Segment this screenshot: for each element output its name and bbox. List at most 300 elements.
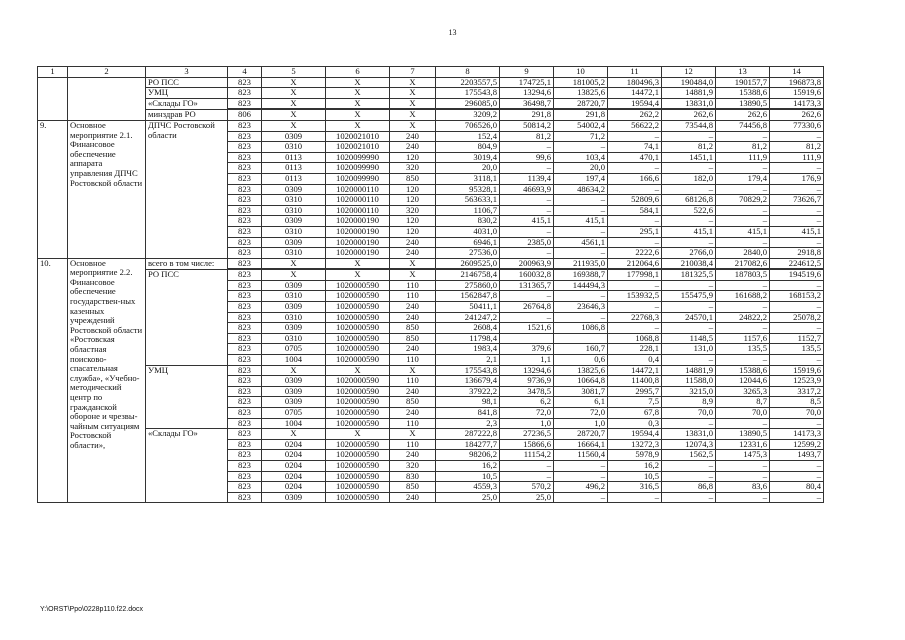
data-cell: Х <box>262 98 326 109</box>
data-cell: 26764,8 <box>500 302 554 313</box>
data-cell: 155475,9 <box>662 291 716 302</box>
data-cell: 1020099990 <box>326 173 390 184</box>
column-header: 11 <box>608 67 662 78</box>
data-cell: 823 <box>228 184 262 195</box>
data-cell: 83,6 <box>716 482 770 493</box>
data-cell: 0310 <box>262 205 326 216</box>
data-cell: – <box>554 460 608 471</box>
data-cell: 120 <box>390 226 436 237</box>
data-cell: – <box>608 184 662 195</box>
data-cell: 8,5 <box>770 397 824 408</box>
data-cell: 12599,2 <box>770 439 824 450</box>
data-cell: 153932,5 <box>608 291 662 302</box>
data-cell: 316,5 <box>608 482 662 493</box>
data-cell: 4031,0 <box>436 226 500 237</box>
data-cell: 3019,4 <box>436 152 500 163</box>
data-cell: 210038,4 <box>662 258 716 269</box>
data-cell: 240 <box>390 131 436 142</box>
measure-name-cell: Основное мероприятие 2.1. Финансовое обеспечение аппарата управления ДПЧС Ростовской области <box>68 120 146 258</box>
data-cell: 2995,7 <box>608 386 662 397</box>
data-cell: 850 <box>390 323 436 334</box>
data-cell: 496,2 <box>554 482 608 493</box>
table-row <box>38 120 824 131</box>
data-cell: 77330,6 <box>770 120 824 131</box>
data-cell: 2203557,5 <box>436 77 500 88</box>
data-cell: 240 <box>390 450 436 461</box>
table-row <box>38 98 824 109</box>
data-cell: 1020000590 <box>326 450 390 461</box>
data-cell: 28720,7 <box>554 429 608 440</box>
data-cell: 120 <box>390 216 436 227</box>
budget-table <box>37 66 824 503</box>
data-cell: 1020000590 <box>326 323 390 334</box>
data-cell: 3118,1 <box>436 173 500 184</box>
data-cell: 240 <box>390 237 436 248</box>
data-cell: 291,8 <box>500 110 554 121</box>
data-cell: 184277,7 <box>436 439 500 450</box>
data-cell: 37922,2 <box>436 386 500 397</box>
data-cell: 1521,6 <box>500 323 554 334</box>
data-cell: 2608,4 <box>436 323 500 334</box>
data-cell: 1004 <box>262 418 326 429</box>
data-cell: 56622,2 <box>608 120 662 131</box>
data-cell: – <box>662 355 716 366</box>
data-cell: – <box>716 163 770 174</box>
data-cell: Х <box>390 98 436 109</box>
data-cell: 1068,8 <box>608 333 662 344</box>
data-cell: 823 <box>228 163 262 174</box>
data-cell: 0310 <box>262 195 326 206</box>
data-cell: 0309 <box>262 280 326 291</box>
data-cell: – <box>500 163 554 174</box>
data-cell: – <box>716 216 770 227</box>
data-cell: – <box>716 184 770 195</box>
data-cell <box>554 333 608 344</box>
data-cell: 180496,3 <box>608 77 662 88</box>
data-cell: 11798,4 <box>436 333 500 344</box>
data-cell: 174725,1 <box>500 77 554 88</box>
data-cell: – <box>770 216 824 227</box>
data-cell: – <box>554 291 608 302</box>
table-row <box>38 258 824 269</box>
data-cell: 0310 <box>262 333 326 344</box>
data-cell: 135,5 <box>770 344 824 355</box>
data-cell: 73626,7 <box>770 195 824 206</box>
data-cell: 12523,9 <box>770 376 824 387</box>
data-cell: 12074,3 <box>662 439 716 450</box>
data-cell: 0309 <box>262 131 326 142</box>
executor-cell: «Склады ГО» <box>146 429 228 503</box>
data-cell: 2918,8 <box>770 248 824 259</box>
data-cell: – <box>662 460 716 471</box>
data-cell: Х <box>326 98 390 109</box>
file-path-footer: Y:\ORST\Ppo\0228p110.f22.docx <box>40 606 143 613</box>
data-cell: 16,2 <box>608 460 662 471</box>
data-cell: 1020000590 <box>326 482 390 493</box>
data-cell: 110 <box>390 418 436 429</box>
data-cell: 1020000590 <box>326 376 390 387</box>
data-cell: 120 <box>390 152 436 163</box>
data-cell: 1,0 <box>554 418 608 429</box>
data-cell: 1562,5 <box>662 450 716 461</box>
column-header: 1 <box>38 67 68 78</box>
data-cell: 850 <box>390 333 436 344</box>
data-cell: – <box>770 471 824 482</box>
data-cell: – <box>716 205 770 216</box>
row-number-cell: 9. <box>38 120 68 258</box>
data-cell: 13825,6 <box>554 88 608 99</box>
measure-name-cell: Основное мероприятие 2.2. Финансовое обеспечение государствен-ных казенных учреждений Ростовской области «Ростовская областная поисково-спасательная служба», «Учебно-методический центр по гражданской обороне и чрезвы-чайным ситуациям Ростовской области», <box>68 258 146 503</box>
data-cell: 135,5 <box>716 344 770 355</box>
data-cell: 13831,0 <box>662 429 716 440</box>
data-cell: 1983,4 <box>436 344 500 355</box>
executor-cell: минздрав РО <box>146 110 228 121</box>
executor-cell: ДПЧС Ростовской области <box>146 120 228 258</box>
data-cell: – <box>500 205 554 216</box>
data-cell: 4559,3 <box>436 482 500 493</box>
column-header: 12 <box>662 67 716 78</box>
data-cell: 2222,6 <box>608 248 662 259</box>
data-cell: 4561,1 <box>554 237 608 248</box>
data-cell: 296085,0 <box>436 98 500 109</box>
data-cell: 0310 <box>262 248 326 259</box>
data-cell: 48634,2 <box>554 184 608 195</box>
data-cell: – <box>608 323 662 334</box>
data-cell: 14173,3 <box>770 98 824 109</box>
data-cell: 1020000590 <box>326 460 390 471</box>
data-cell: 13272,3 <box>608 439 662 450</box>
data-cell: – <box>662 131 716 142</box>
data-cell: – <box>716 280 770 291</box>
column-header: 14 <box>770 67 824 78</box>
page-number: 13 <box>448 28 457 37</box>
data-cell: 86,8 <box>662 482 716 493</box>
data-cell: 13294,6 <box>500 88 554 99</box>
executor-cell: «Склады ГО» <box>146 98 228 110</box>
data-cell: 22768,3 <box>608 312 662 323</box>
data-cell: 0309 <box>262 397 326 408</box>
data-cell: 16,2 <box>436 460 500 471</box>
data-cell: – <box>662 163 716 174</box>
data-cell: 415,1 <box>716 226 770 237</box>
data-cell: 25,0 <box>500 492 554 503</box>
data-cell: 823 <box>228 195 262 206</box>
data-cell: 470,1 <box>608 152 662 163</box>
data-cell: 13294,6 <box>500 365 554 376</box>
data-cell: 2766,0 <box>662 248 716 259</box>
executor-cell: УМЦ <box>146 88 228 99</box>
data-cell: 70,0 <box>716 408 770 419</box>
data-cell: 1020000590 <box>326 439 390 450</box>
data-cell: – <box>554 471 608 482</box>
data-cell: 160,7 <box>554 344 608 355</box>
data-cell: – <box>662 216 716 227</box>
data-cell: – <box>770 280 824 291</box>
data-cell: 240 <box>390 312 436 323</box>
data-cell: 12044,6 <box>716 376 770 387</box>
data-cell: 823 <box>228 88 262 99</box>
data-cell: Х <box>262 88 326 99</box>
data-cell: 1562847,8 <box>436 291 500 302</box>
data-cell: Х <box>262 365 326 376</box>
data-cell: 291,8 <box>554 110 608 121</box>
data-cell: 0310 <box>262 312 326 323</box>
data-cell: 415,1 <box>500 216 554 227</box>
data-cell: 74456,8 <box>716 120 770 131</box>
data-cell: 1020000590 <box>326 418 390 429</box>
data-cell: 806 <box>228 110 262 121</box>
data-cell: – <box>662 418 716 429</box>
data-cell: 275860,0 <box>436 280 500 291</box>
data-cell: 95328,1 <box>436 184 500 195</box>
column-header: 8 <box>436 67 500 78</box>
data-cell: 200963,9 <box>500 258 554 269</box>
data-cell: 1,1 <box>500 355 554 366</box>
data-cell: Х <box>390 77 436 88</box>
data-cell: 240 <box>390 408 436 419</box>
data-cell: – <box>716 131 770 142</box>
data-cell: – <box>770 302 824 313</box>
data-cell: 54002,4 <box>554 120 608 131</box>
data-cell: 0309 <box>262 376 326 387</box>
data-cell: 81,2 <box>716 142 770 153</box>
data-cell: 0309 <box>262 184 326 195</box>
data-cell: 14881,9 <box>662 88 716 99</box>
data-cell: – <box>662 302 716 313</box>
executor-cell: РО ПСС <box>146 77 228 88</box>
column-header: 9 <box>500 67 554 78</box>
data-cell: 1139,4 <box>500 173 554 184</box>
data-cell: 1020000590 <box>326 471 390 482</box>
data-cell: 823 <box>228 270 262 281</box>
data-cell: – <box>662 280 716 291</box>
data-cell: 823 <box>228 439 262 450</box>
data-cell: 187803,5 <box>716 270 770 281</box>
data-cell: 20,0 <box>436 163 500 174</box>
data-cell: – <box>554 248 608 259</box>
column-header: 5 <box>262 67 326 78</box>
column-header: 2 <box>68 67 146 78</box>
data-cell: 823 <box>228 216 262 227</box>
data-cell: 1020000590 <box>326 291 390 302</box>
data-cell: – <box>716 492 770 503</box>
data-cell: 1020000110 <box>326 195 390 206</box>
data-cell: 1020000190 <box>326 216 390 227</box>
data-cell: 110 <box>390 439 436 450</box>
data-cell: 24822,2 <box>716 312 770 323</box>
data-cell: 166,6 <box>608 173 662 184</box>
data-cell: – <box>554 492 608 503</box>
data-cell: 168153,2 <box>770 291 824 302</box>
data-cell: – <box>770 237 824 248</box>
data-cell: 287222,8 <box>436 429 500 440</box>
data-cell: 850 <box>390 173 436 184</box>
data-cell: 320 <box>390 205 436 216</box>
data-cell: 98206,2 <box>436 450 500 461</box>
data-cell: Х <box>390 270 436 281</box>
data-cell: Х <box>326 270 390 281</box>
data-cell: 13890,5 <box>716 429 770 440</box>
data-cell: 1020000590 <box>326 397 390 408</box>
column-header: 4 <box>228 67 262 78</box>
data-cell: – <box>770 131 824 142</box>
data-cell: Х <box>326 258 390 269</box>
data-cell: – <box>554 312 608 323</box>
data-cell: 823 <box>228 397 262 408</box>
data-cell: 1020000590 <box>326 408 390 419</box>
data-cell: 570,2 <box>500 482 554 493</box>
data-cell: 823 <box>228 98 262 109</box>
data-cell: 823 <box>228 77 262 88</box>
data-cell: 27236,5 <box>500 429 554 440</box>
data-cell: – <box>608 163 662 174</box>
data-cell: – <box>608 216 662 227</box>
data-cell: 3209,2 <box>436 110 500 121</box>
data-cell: 194519,6 <box>770 270 824 281</box>
data-cell: 28720,7 <box>554 98 608 109</box>
data-cell: 3478,5 <box>500 386 554 397</box>
data-cell: Х <box>262 77 326 88</box>
data-cell: 1020021010 <box>326 131 390 142</box>
data-cell: 131365,7 <box>500 280 554 291</box>
table-row <box>38 429 824 440</box>
header-row <box>38 67 824 78</box>
data-cell: 262,6 <box>716 110 770 121</box>
column-header: 13 <box>716 67 770 78</box>
data-cell: 823 <box>228 226 262 237</box>
data-cell: 10664,8 <box>554 376 608 387</box>
data-cell: 1020000590 <box>326 344 390 355</box>
data-cell: 804,9 <box>436 142 500 153</box>
data-cell: – <box>662 492 716 503</box>
data-cell: – <box>770 184 824 195</box>
data-cell: 74,1 <box>608 142 662 153</box>
data-cell: – <box>770 163 824 174</box>
data-cell: 8,9 <box>662 397 716 408</box>
data-cell: 136679,4 <box>436 376 500 387</box>
data-cell: 7,5 <box>608 397 662 408</box>
data-cell: 152,4 <box>436 131 500 142</box>
executor-cell: всего в том числе: <box>146 258 228 270</box>
data-cell: 6,1 <box>554 397 608 408</box>
data-cell: 823 <box>228 386 262 397</box>
data-cell: 241247,2 <box>436 312 500 323</box>
data-cell: 823 <box>228 258 262 269</box>
data-cell: – <box>554 205 608 216</box>
data-cell: 415,1 <box>662 226 716 237</box>
data-cell: 3081,7 <box>554 386 608 397</box>
data-cell: – <box>716 237 770 248</box>
data-cell: 175543,8 <box>436 365 500 376</box>
data-cell: 0204 <box>262 460 326 471</box>
data-cell: – <box>716 355 770 366</box>
data-cell: 823 <box>228 280 262 291</box>
data-cell: 1020000590 <box>326 333 390 344</box>
data-cell: – <box>770 418 824 429</box>
data-cell: Х <box>390 429 436 440</box>
data-cell: 81,2 <box>662 142 716 153</box>
data-cell: – <box>662 184 716 195</box>
data-cell: 823 <box>228 142 262 153</box>
data-cell: 262,6 <box>770 110 824 121</box>
data-cell: 120 <box>390 184 436 195</box>
data-cell: 2609525,0 <box>436 258 500 269</box>
data-cell: 0705 <box>262 344 326 355</box>
data-cell: 823 <box>228 429 262 440</box>
data-cell: 161688,2 <box>716 291 770 302</box>
table-row <box>38 77 824 88</box>
data-cell: 0309 <box>262 302 326 313</box>
data-cell: – <box>608 302 662 313</box>
data-cell: 25078,2 <box>770 312 824 323</box>
data-cell: Х <box>326 77 390 88</box>
data-cell: 73544,8 <box>662 120 716 131</box>
data-cell: 1020000590 <box>326 355 390 366</box>
data-cell: – <box>608 492 662 503</box>
data-cell: 563633,1 <box>436 195 500 206</box>
data-cell: 1020000190 <box>326 237 390 248</box>
data-cell: 823 <box>228 418 262 429</box>
data-cell: Х <box>326 120 390 131</box>
data-cell: 224612,5 <box>770 258 824 269</box>
data-cell: 1020000590 <box>326 492 390 503</box>
data-cell: 70,0 <box>770 408 824 419</box>
data-cell: 36498,7 <box>500 98 554 109</box>
data-cell: 1020021010 <box>326 142 390 153</box>
data-cell: 0113 <box>262 173 326 184</box>
data-cell: Х <box>262 110 326 121</box>
data-cell: 110 <box>390 355 436 366</box>
data-cell: 2,1 <box>436 355 500 366</box>
data-cell: – <box>770 492 824 503</box>
data-cell: 850 <box>390 482 436 493</box>
data-cell: 0,4 <box>608 355 662 366</box>
data-cell: 415,1 <box>770 226 824 237</box>
data-cell: 52809,6 <box>608 195 662 206</box>
data-cell: 3215,0 <box>662 386 716 397</box>
data-cell: 111,9 <box>770 152 824 163</box>
table-row <box>38 88 824 99</box>
data-cell: 19594,4 <box>608 429 662 440</box>
data-cell: 320 <box>390 163 436 174</box>
data-cell: 12331,6 <box>716 439 770 450</box>
data-cell: 1020099990 <box>326 152 390 163</box>
data-cell: 823 <box>228 460 262 471</box>
data-cell: 1152,7 <box>770 333 824 344</box>
data-cell: 823 <box>228 205 262 216</box>
data-cell: 1020000190 <box>326 226 390 237</box>
data-cell: 1,0 <box>500 418 554 429</box>
data-cell: 0309 <box>262 492 326 503</box>
data-cell: 823 <box>228 152 262 163</box>
data-cell: 0204 <box>262 471 326 482</box>
data-cell: 27536,0 <box>436 248 500 259</box>
data-cell: – <box>716 418 770 429</box>
data-cell: Х <box>326 88 390 99</box>
data-cell: Х <box>262 429 326 440</box>
row-number-cell <box>38 77 68 120</box>
data-cell: 70,0 <box>662 408 716 419</box>
data-cell: 0309 <box>262 216 326 227</box>
data-cell: 67,8 <box>608 408 662 419</box>
data-cell: 197,4 <box>554 173 608 184</box>
data-cell: 823 <box>228 376 262 387</box>
data-cell: 2385,0 <box>500 237 554 248</box>
data-cell: – <box>500 312 554 323</box>
data-cell: – <box>716 323 770 334</box>
data-cell: 823 <box>228 237 262 248</box>
data-cell: 841,8 <box>436 408 500 419</box>
